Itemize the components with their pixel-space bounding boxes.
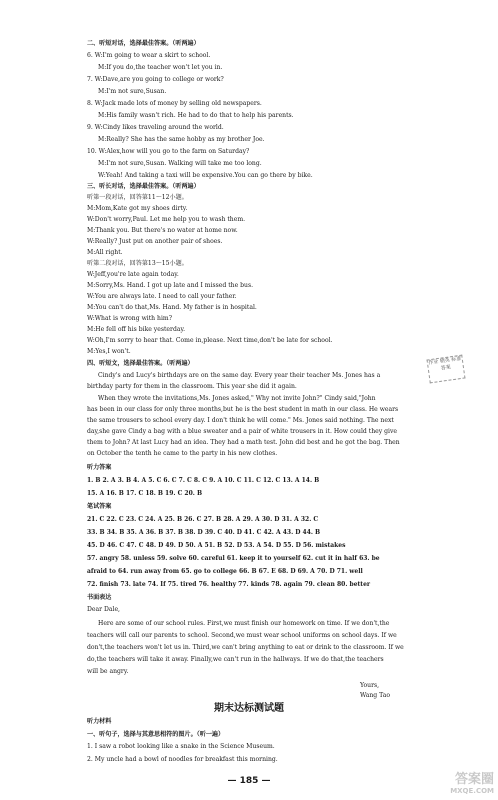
- text-line: 听第二段对话，回答第13～15小题。: [87, 260, 188, 267]
- text-line: Wang Tao: [360, 692, 391, 699]
- text-line: don't,the teachers won't let us in. Third,we can't bring anything to eat or drink to the classroom. If we: [87, 644, 404, 651]
- text-line: M:Yes,I won't.: [87, 348, 131, 355]
- answer-line: 33. B 34. B 35. A 36. B 37. B 38. D 39. C 40. D 41. C 42. A 43. D 44. B: [87, 529, 321, 536]
- watermark-main: 答案圈: [454, 772, 494, 787]
- answer-line: 57. angry 58. unless 59. solve 60. careful 61. keep it to yourself 62. cut it in half 63. be: [87, 555, 380, 562]
- text-line: birthday party for them in the classroom. This year she did it again.: [87, 383, 297, 390]
- text-line: 8. W:Jack made lots of money by selling old newspapers.: [87, 100, 262, 107]
- text-line: do,the teachers will take it away. Finally,we can't run in the hallways. If we do that,the teachers: [87, 656, 384, 663]
- text-line: W:Really? Just put on another pair of shoes.: [87, 238, 223, 245]
- text-line: on October the tenth he came to the party in his new clothes.: [87, 450, 278, 457]
- answers-heading: 笔试答案: [87, 503, 112, 510]
- text-line: 10. W:Alex,how will you go to the farm on Saturday?: [87, 148, 250, 155]
- text-line: M:All right.: [87, 249, 123, 256]
- answer-line: 15. A 16. B 17. C 18. B 19. C 20. B: [87, 490, 203, 497]
- text-line: M:You can't do that,Ms. Hand. My father is in hospital.: [87, 304, 257, 311]
- section-heading: 一、听句子，选择与其意思相符的图片。（听一遍）: [87, 731, 225, 738]
- text-line: 7. W:Dave,are you going to college or work?: [87, 76, 224, 83]
- section-heading: 听力材料: [87, 718, 112, 725]
- text-line: 2. My uncle had a bowl of noodles for breakfast this morning.: [87, 756, 278, 763]
- text-line: M:Really? She has the same hobby as my brother Joe.: [98, 136, 265, 143]
- text-line: Dear Dale,: [87, 606, 120, 613]
- answer-line: 45. D 46. C 47. C 48. D 49. D 50. A 51. B 52. D 53. A 54. D 55. D 56. mistakes: [87, 542, 346, 549]
- text-line: M:Sorry,Ms. Hand. I got up late and I missed the bus.: [87, 282, 254, 289]
- text-line: them to John? At last Lucy had an idea. They had a math test. John did best and he got the bag. Then: [87, 439, 400, 446]
- text-line: M:If you do,the teacher won't let you in.: [98, 64, 223, 71]
- text-line: W:What is wrong with him?: [87, 315, 172, 322]
- text-line: W:Yeah! And taking a taxi will be expensive.You can go there by bike.: [98, 172, 313, 179]
- answer-line: 72. finish 73. late 74. If 75. tired 76. healthy 77. kinds 78. again 79. clean 80. better: [87, 581, 371, 588]
- text-line: M:I'm not sure,Susan. Walking will take me too long.: [98, 160, 262, 167]
- answer-line: afraid to 64. run away from 65. go to college 66. B 67. E 68. D 69. A 70. D 71. well: [87, 568, 363, 575]
- text-line: 6. W:I'm going to wear a skirt to school.: [87, 52, 211, 59]
- text-line: Cindy's and Lucy's birthdays are on the same day. Every year their teacher Ms. Jones has a: [98, 372, 381, 379]
- text-line: Here are some of our school rules. First,we must finish our homework on time. If we don't,the: [98, 620, 390, 627]
- text-line: day,she gave Cindy a bag with a blue sweater and a pair of white trousers in it. How could they give: [87, 428, 398, 435]
- section-heading: 二、听短对话，选择最佳答案。（听两遍）: [87, 40, 200, 47]
- text-line: teachers will call our parents to school. Second,we must wear school uniforms on school days. If we: [87, 632, 397, 639]
- text-line: M:His family wasn't rich. He had to do that to help his parents.: [98, 112, 294, 119]
- text-line: W:Jeff,you're late again today.: [87, 271, 179, 278]
- text-line: will be angry.: [87, 668, 129, 675]
- text-line: 1. I saw a robot looking like a snake in the Science Museum.: [87, 743, 275, 750]
- section-heading: 三、听长对话，选择最佳答案。（听两遍）: [87, 183, 200, 190]
- watermark-sub: MXQE.COM: [450, 787, 494, 795]
- answer-line: 1. B 2. A 3. B 4. A 5. C 6. C 7. C 8. C 9. A 10. C 11. C 12. C 13. A 14. B: [87, 477, 320, 484]
- text-line: M:He fell off his bike yesterday.: [87, 326, 186, 333]
- text-line: Yours,: [360, 682, 380, 689]
- text-line: W:Don't worry,Paul. Let me help you to wash them.: [87, 216, 246, 223]
- answers-heading: 书面表达: [87, 594, 112, 601]
- answers-heading: 听力答案: [87, 464, 112, 471]
- text-line: W:Oh,I'm sorry to hear that. Come in,please. Next time,don't be late for school.: [87, 337, 333, 344]
- text-line: When they wrote the invitations,Ms. Jones asked," Why not invite John?" Cindy said,"John: [98, 395, 376, 402]
- watermark-logo: [402, 772, 494, 798]
- stamp: 作业 精英 标准答案: [427, 355, 466, 384]
- section-title: 期末达标测试题: [214, 703, 284, 714]
- text-line: M:Thank you. But there's no water at home now.: [87, 227, 238, 234]
- text-line: M:Mom,Kate got my shoes dirty.: [87, 205, 188, 212]
- text-line: W:You are always late. I need to call your father.: [87, 293, 237, 300]
- text-line: M:I'm not sure,Susan.: [98, 88, 167, 95]
- text-line: 9. W:Cindy likes traveling around the world.: [87, 124, 224, 131]
- text-line: 听第一段对话，回答第11～12小题。: [87, 194, 188, 201]
- answer-line: 21. C 22. C 23. C 24. A 25. B 26. C 27. B 28. A 29. A 30. D 31. A 32. C: [87, 516, 319, 523]
- page-number: — 185 —: [227, 776, 271, 786]
- section-heading: 四、听短文，选择最佳答案。（听两遍）: [87, 360, 194, 367]
- text-line: the same trousers to school every day. I don't think he will come." Ms. Jones said nothing. The next: [87, 417, 394, 424]
- text-line: has been in our class for only three months,but he is the best student in math in our class. He wears: [87, 406, 399, 413]
